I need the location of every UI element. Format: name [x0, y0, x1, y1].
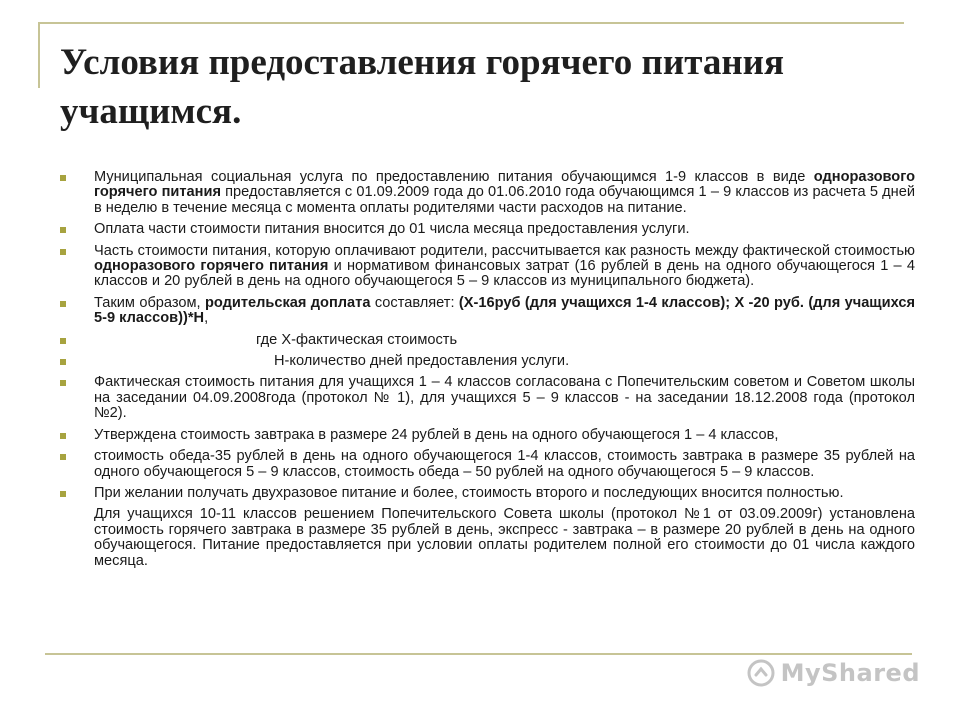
bullet-bold-text: одноразового горячего питания: [94, 169, 915, 201]
bullet-marker-icon: [60, 338, 66, 344]
indented-text: [94, 333, 457, 348]
bullet-text: Муниципальная социальная услуга по предоставлению питания обучающимся 1-9 классов в виде: [94, 169, 814, 185]
bullet-text: Таким образом,: [94, 294, 205, 311]
bullet-text: составляет:: [370, 294, 459, 311]
bullet-marker-icon: [60, 380, 66, 386]
watermark-text: MyShared: [780, 659, 920, 687]
bullet-marker-icon: [60, 454, 66, 460]
bullet-marker-icon: [60, 301, 66, 307]
bullet-text: При желании получать двухразовое питание и более, стоимость второго и последующих вносится полностью.: [94, 484, 844, 501]
bullet-text: Н-количество дней предоставления услуги.: [274, 353, 570, 370]
bullet-marker-icon: [60, 249, 66, 255]
bullet-item: [60, 375, 915, 421]
bullet-item: [60, 170, 915, 216]
bullet-text: стоимость обеда-35 рублей в день на одного обучающегося 1-4 классов, стоимость завтрака в размере 35 рублей на одного обучающегося 5 – 9 классов, стоимость обеда – 50 рублей на одного обучающегося 5 – 9 классов.: [94, 448, 915, 480]
bullet-bold-text: (Х-16руб (для учащихся 1-4 классов); Х -20 руб. (для учащихся 5-9 классов))*Н: [94, 294, 915, 327]
bullet-item: [60, 222, 915, 237]
bottom-rule: [45, 653, 912, 655]
bullet-text: Оплата части стоимости питания вносится до 01 числа месяца предоставления услуги.: [94, 221, 690, 238]
bullet-text: и нормативом финансовых затрат (16 рублей в день на одного обучающегося 1 – 4 классов и 20 рублей в день на одного обучающегося 5 – 9 классов из муниципального бюджета).: [94, 258, 915, 290]
watermark: [747, 659, 920, 687]
bullet-text: ,: [204, 310, 209, 327]
bullet-text: где Х-фактическая стоимость: [256, 331, 458, 348]
bullet-marker-icon: [60, 433, 66, 439]
bullet-item: [60, 296, 915, 327]
bullet-item: [60, 354, 915, 369]
bullet-text: Фактическая стоимость питания для учащихся 1 – 4 классов согласована с Попечительским советом и Советом школы на заседании 04.09.2008года (протокол № 1), для учащихся 5 – 9 классов - на заседании 18.12.2008 года (протокол №2).: [94, 374, 915, 422]
bullet-item: [60, 449, 915, 480]
bullet-marker-icon: [60, 359, 66, 365]
bullet-marker-icon: [60, 491, 66, 497]
bullet-text: Утверждена стоимость завтрака в размере 24 рублей в день на одного обучающегося 1 – 4 классов,: [94, 426, 779, 443]
bullet-marker-icon: [60, 227, 66, 233]
top-rule: [38, 22, 904, 24]
bullet-item: [60, 428, 915, 443]
myshared-logo-icon: [747, 659, 775, 687]
slide-title: Условия предоставления горячего питания учащимся.: [60, 42, 784, 132]
bullet-item: [60, 486, 915, 501]
bullet-text: предоставляется с 01.09.2009 года до 01.06.2010 года обучающимся 1 – 9 классов из расчета 5 дней в неделю в течение месяца с момента оплаты родителями части расходов на питание.: [94, 184, 915, 216]
indented-text: [94, 354, 569, 369]
slide-content: [60, 170, 915, 569]
bullet-text: Часть стоимости питания, которую оплачивают родители, рассчитывается как разность между фактической стоимостью: [94, 242, 915, 259]
bullet-bold-text: родительская доплата: [204, 294, 371, 311]
bullet-item: [60, 333, 915, 348]
left-rule: [38, 22, 40, 88]
bullet-marker-icon: [60, 175, 66, 181]
bullet-list: [60, 170, 915, 501]
bullet-bold-text: одноразового горячего питания: [94, 258, 329, 275]
final-paragraph: Для учащихся 10-11 классов решением Попечительского Совета школы (протокол №1 от 03.09.2009г) установлена стоимость горячего завтрака в размере 35 рублей в день, экспресс - завтрака – в размере 20 рублей в день на одного обучающегося. Питание предоставляется при условии оплаты родителем полной его стоимости до 01 числа каждого месяца.: [94, 506, 915, 569]
bullet-item: [60, 244, 915, 290]
